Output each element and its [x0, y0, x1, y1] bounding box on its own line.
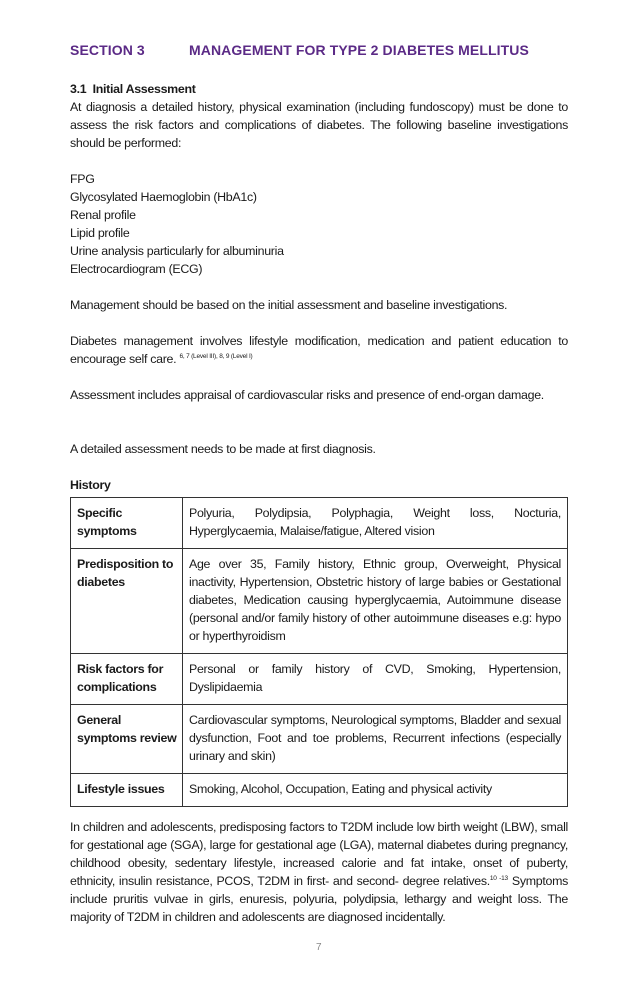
children-references: 10 -13 — [489, 875, 508, 882]
assessment-paragraph: Assessment includes appraisal of cardiovascular risks and presence of end-organ damage. — [70, 388, 544, 402]
detailed-paragraph: A detailed assessment needs to be made at first diagnosis. — [70, 442, 376, 456]
subsection-heading — [70, 80, 568, 98]
row-value: Smoking, Alcohol, Occupation, Eating and physical activity — [183, 774, 568, 807]
lifestyle-paragraph — [70, 332, 568, 368]
children-text: In children and adolescents, predisposing factors to T2DM include low birth weight (LBW), small for gestational age (SGA), large for gestational age (LGA), maternal diabetes during pregnancy, childhood obesity, sedentary lifestyle, increased calorie and fat intake, onset of puberty, ethnicity, insulin resistance, PCOS, T2DM in first- and second- degree relatives. — [70, 820, 568, 888]
list-item: Urine analysis particularly for albuminuria — [70, 244, 284, 258]
table-row — [71, 774, 568, 807]
history-heading: History — [70, 478, 111, 492]
list-item: Renal profile — [70, 208, 136, 222]
history-table — [70, 497, 568, 807]
list-item: Electrocardiogram (ECG) — [70, 262, 203, 276]
section-title: MANAGEMENT FOR TYPE 2 DIABETES MELLITUS — [189, 42, 529, 58]
table-row — [71, 549, 568, 654]
children-paragraph — [70, 818, 568, 926]
table-row — [71, 498, 568, 549]
row-value: Personal or family history of CVD, Smoking, Hypertension, Dyslipidaemia — [183, 654, 568, 705]
row-key: Predisposition to diabetes — [71, 549, 183, 654]
management-paragraph: Management should be based on the initial assessment and baseline investigations. — [70, 298, 508, 312]
children-symptoms-text: Symptoms include pruritis vulvae in girls, enuresis, polyuria, polydipsia, lethargy and weight loss. The majority of T2DM in children and adolescents are diagnosed incidentally. — [70, 874, 568, 924]
subsection-title: Initial Assessment — [92, 82, 196, 96]
investigations-list — [70, 170, 568, 278]
lifestyle-references: 6, 7 (Level III), 8, 9 (Level I) — [179, 353, 253, 360]
intro-paragraph: At diagnosis a detailed history, physical examination (including fundoscopy) must be done to assess the risk factors and complications of diabetes. The following baseline investigations should be performed: — [70, 100, 568, 150]
row-value: Cardiovascular symptoms, Neurological symptoms, Bladder and sexual dysfunction, Foot and toe problems, Recurrent infections (especially urinary and skin) — [183, 705, 568, 774]
row-key: General symptoms review — [71, 705, 183, 774]
row-value: Polyuria, Polydipsia, Polyphagia, Weight loss, Nocturia, Hyperglycaemia, Malaise/fatigue, Altered vision — [183, 498, 568, 549]
page-number: 7 — [316, 942, 322, 953]
table-row — [71, 705, 568, 774]
list-item: FPG — [70, 172, 95, 186]
row-value: Age over 35, Family history, Ethnic group, Overweight, Physical inactivity, Hypertension, Obstetric history of large babies or Gestational diabetes, Medication causing hyperglycaemia, Autoimmune disease (personal and/or family history of other autoimmune diseases e.g: hypo or hyperthyroidism — [183, 549, 568, 654]
row-key: Specific symptoms — [71, 498, 183, 549]
subsection-number: 3.1 — [70, 82, 87, 96]
list-item: Lipid profile — [70, 226, 130, 240]
lifestyle-text: Diabetes management involves lifestyle modification, medication and patient education to encourage self care. — [70, 334, 568, 366]
row-key: Risk factors for complications — [71, 654, 183, 705]
list-item: Glycosylated Haemoglobin (HbA1c) — [70, 190, 257, 204]
row-key: Lifestyle issues — [71, 774, 183, 807]
section-number: SECTION 3 — [70, 42, 145, 58]
table-row — [71, 654, 568, 705]
